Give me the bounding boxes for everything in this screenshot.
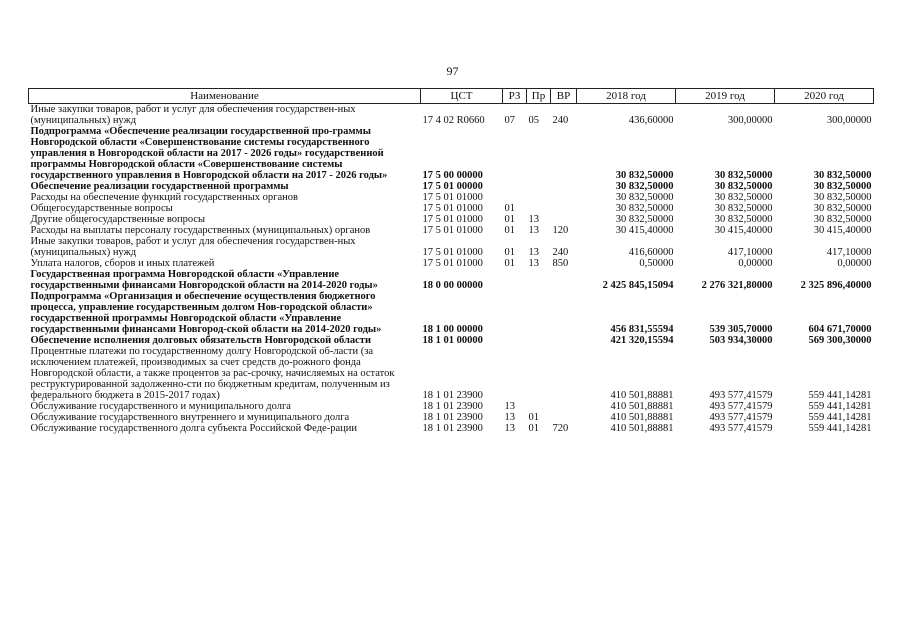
cell-amount-2018: 416,60000 xyxy=(628,247,674,258)
cell-amount-2020: 30 832,50000 xyxy=(813,214,872,225)
cell-cst: 18 1 01 23900 xyxy=(422,423,483,434)
cell-amount-2020: 30 832,50000 xyxy=(813,170,872,181)
cell-name: Общегосударственные вопросы xyxy=(30,203,173,214)
column-header-2018: 2018 год xyxy=(577,89,676,104)
cell-amount-2020: 2 325 896,40000 xyxy=(800,280,872,291)
table-row xyxy=(29,269,874,291)
cell-amount-2020: 30 832,50000 xyxy=(813,181,872,192)
cell-vr xyxy=(551,401,577,412)
cell-amount-2020: 0,00000 xyxy=(837,258,872,269)
cell-pr xyxy=(527,192,551,203)
cell-rz xyxy=(503,269,527,291)
cell-vr xyxy=(551,412,577,423)
cell-cst: 17 5 01 01000 xyxy=(422,225,483,236)
cell-amount-2019: 493 577,41579 xyxy=(709,412,773,423)
cell-cst: 18 1 01 23900 xyxy=(422,412,483,423)
cell-cst: 17 5 01 01000 xyxy=(422,192,483,203)
cell-amount-2020: 559 441,14281 xyxy=(808,390,872,401)
cell-amount-2020: 417,10000 xyxy=(826,247,872,258)
cell-name: Государственная программа Новгородской области «Управление государственными финансами Новгородской области на 2014-2020 годы» xyxy=(30,269,378,291)
cell-name: Обеспечение исполнения долговых обязательств Новгородской области xyxy=(30,335,371,346)
cell-name: Иные закупки товаров, работ и услуг для обеспечения государствен-ных (муниципальных) нужд xyxy=(30,236,356,258)
cell-pr: 01 xyxy=(528,423,539,434)
table-row xyxy=(29,236,874,258)
cell-amount-2020: 559 441,14281 xyxy=(808,423,872,434)
cell-amount-2020: 604 671,70000 xyxy=(808,324,872,335)
cell-vr xyxy=(551,126,577,181)
table-row xyxy=(29,214,874,225)
cell-rz xyxy=(503,192,527,203)
cell-vr xyxy=(551,203,577,214)
column-header-2020: 2020 год xyxy=(775,89,874,104)
cell-amount-2019: 503 934,30000 xyxy=(709,335,773,346)
cell-amount-2018: 30 832,50000 xyxy=(615,181,674,192)
cell-rz: 01 xyxy=(504,225,515,236)
cell-vr: 850 xyxy=(552,258,569,269)
column-header-vr: ВР xyxy=(551,89,577,104)
cell-vr: 240 xyxy=(552,115,569,126)
table-row xyxy=(29,104,874,127)
cell-vr xyxy=(551,269,577,291)
cell-amount-2018: 410 501,88881 xyxy=(610,401,674,412)
column-header-2019: 2019 год xyxy=(676,89,775,104)
cell-rz: 13 xyxy=(504,401,515,412)
cell-amount-2019: 2 276 321,80000 xyxy=(701,280,773,291)
cell-amount-2019: 417,10000 xyxy=(727,247,773,258)
cell-amount-2019: 493 577,41579 xyxy=(709,401,773,412)
cell-pr: 01 xyxy=(528,412,539,423)
cell-name: Иные закупки товаров, работ и услуг для обеспечения государствен-ных (муниципальных) нужд xyxy=(30,104,356,126)
cell-amount-2018: 30 832,50000 xyxy=(615,203,674,214)
cell-pr xyxy=(527,269,551,291)
cell-rz: 01 xyxy=(504,214,515,225)
column-header-cst: ЦСТ xyxy=(421,89,503,104)
cell-vr xyxy=(551,214,577,225)
cell-rz: 01 xyxy=(504,247,515,258)
cell-amount-2020: 559 441,14281 xyxy=(808,401,872,412)
cell-name: Процентные платежи по государственному долгу Новгородской об-ласти (за исключением платежей, производимых за счет средств до-рожного фонда Новгородской области, а также процентов за рас-срочку, начисляемых на остаток реструктурированной задолженно-сти по бюджетным кредитам, полученным из федерального бюджета в 2015-2017 годах) xyxy=(30,346,395,401)
table-row xyxy=(29,126,874,181)
cell-amount-2019: 300,00000 xyxy=(727,115,773,126)
cell-amount-2019: 30 832,50000 xyxy=(714,181,773,192)
cell-pr: 13 xyxy=(528,258,539,269)
cell-rz xyxy=(503,181,527,192)
cell-amount-2018: 456 831,55594 xyxy=(610,324,674,335)
cell-name: Расходы на обеспечение функций государственных органов xyxy=(30,192,298,203)
cell-amount-2020: 30 832,50000 xyxy=(813,203,872,214)
cell-vr: 120 xyxy=(552,225,569,236)
cell-amount-2018: 30 832,50000 xyxy=(615,192,674,203)
cell-cst: 17 4 02 R0660 xyxy=(422,115,485,126)
cell-amount-2020: 30 415,40000 xyxy=(813,225,872,236)
cell-amount-2020: 559 441,14281 xyxy=(808,412,872,423)
cell-vr: 240 xyxy=(552,247,569,258)
cell-vr: 720 xyxy=(552,423,569,434)
table-header-row xyxy=(29,89,874,104)
table-row xyxy=(29,203,874,214)
cell-cst: 17 5 01 01000 xyxy=(422,203,483,214)
cell-pr xyxy=(527,335,551,346)
cell-cst: 18 1 00 00000 xyxy=(422,324,483,335)
table-row xyxy=(29,401,874,412)
cell-name: Обеспечение реализации государственной программы xyxy=(30,181,289,192)
cell-pr xyxy=(527,346,551,401)
cell-pr xyxy=(527,203,551,214)
table-row xyxy=(29,346,874,401)
table-row xyxy=(29,335,874,346)
cell-pr: 13 xyxy=(528,214,539,225)
cell-pr xyxy=(527,401,551,412)
table-row xyxy=(29,423,874,434)
budget-table xyxy=(28,88,874,434)
cell-amount-2019: 30 832,50000 xyxy=(714,192,773,203)
cell-vr xyxy=(551,181,577,192)
cell-cst: 18 1 01 00000 xyxy=(422,335,483,346)
cell-amount-2019: 30 832,50000 xyxy=(714,203,773,214)
cell-pr xyxy=(527,126,551,181)
cell-amount-2020: 300,00000 xyxy=(826,115,872,126)
cell-amount-2019: 30 415,40000 xyxy=(714,225,773,236)
table-row xyxy=(29,291,874,335)
cell-rz: 01 xyxy=(504,258,515,269)
cell-amount-2018: 30 832,50000 xyxy=(615,214,674,225)
cell-amount-2019: 30 832,50000 xyxy=(714,214,773,225)
cell-cst: 18 0 00 00000 xyxy=(422,280,483,291)
cell-rz xyxy=(503,291,527,335)
cell-name: Уплата налогов, сборов и иных платежей xyxy=(30,258,215,269)
cell-amount-2019: 493 577,41579 xyxy=(709,423,773,434)
table-row xyxy=(29,258,874,269)
cell-vr xyxy=(551,291,577,335)
cell-cst: 18 1 01 23900 xyxy=(422,401,483,412)
column-header-name: Наименование xyxy=(29,89,421,104)
cell-pr xyxy=(527,291,551,335)
page-number: 97 xyxy=(446,64,459,78)
cell-amount-2018: 410 501,88881 xyxy=(610,390,674,401)
cell-pr: 13 xyxy=(528,225,539,236)
cell-name: Другие общегосударственные вопросы xyxy=(30,214,206,225)
cell-amount-2018: 0,50000 xyxy=(639,258,674,269)
cell-amount-2019: 539 305,70000 xyxy=(709,324,773,335)
cell-amount-2020: 569 300,30000 xyxy=(808,335,872,346)
cell-cst: 17 5 01 01000 xyxy=(422,258,483,269)
column-header-pr: Пр xyxy=(527,89,551,104)
cell-name: Обслуживание государственного внутреннего и муниципального долга xyxy=(30,412,350,423)
cell-pr: 05 xyxy=(528,115,539,126)
cell-amount-2019: 30 832,50000 xyxy=(714,170,773,181)
cell-name: Расходы на выплаты персоналу государственных (муниципальных) органов xyxy=(30,225,371,236)
cell-cst: 18 1 01 23900 xyxy=(422,390,483,401)
cell-name: Подпрограмма «Обеспечение реализации государственной про-граммы Новгородской области «Совершенствование системы государственного управления в Новгородской области на 2017 - 2026 годы» государственной программы Новгородской области «Совершенствование системы государственного управления в Новгородской области на 2017 - 2026 годы» xyxy=(30,126,388,181)
cell-vr xyxy=(551,346,577,401)
table-row xyxy=(29,225,874,236)
cell-name: Обслуживание государственного долга субъекта Российской Феде-рации xyxy=(30,423,357,434)
cell-vr xyxy=(551,335,577,346)
cell-name: Обслуживание государственного и муниципального долга xyxy=(30,401,291,412)
cell-amount-2019: 0,00000 xyxy=(738,258,773,269)
cell-name: Подпрограмма «Организация и обеспечение осуществления бюджетного процесса, управление государственным долгом Нов-городской области» государственной программы Новгородской области «Управление государственными финансами Новгород-ской области на 2014-2020 годы» xyxy=(30,291,382,335)
cell-rz xyxy=(503,126,527,181)
column-header-rz: РЗ xyxy=(503,89,527,104)
cell-cst: 17 5 01 01000 xyxy=(422,214,483,225)
cell-rz xyxy=(503,346,527,401)
cell-amount-2018: 2 425 845,15094 xyxy=(602,280,674,291)
cell-rz xyxy=(503,335,527,346)
cell-cst: 17 5 00 00000 xyxy=(422,170,483,181)
table-row xyxy=(29,192,874,203)
table-row xyxy=(29,181,874,192)
cell-vr xyxy=(551,192,577,203)
cell-pr: 13 xyxy=(528,247,539,258)
cell-amount-2018: 410 501,88881 xyxy=(610,423,674,434)
cell-rz: 01 xyxy=(504,203,515,214)
table-body xyxy=(29,104,874,435)
cell-amount-2018: 421 320,15594 xyxy=(610,335,674,346)
cell-cst: 17 5 01 01000 xyxy=(422,247,483,258)
cell-amount-2020: 30 832,50000 xyxy=(813,192,872,203)
cell-amount-2018: 30 415,40000 xyxy=(615,225,674,236)
table-row xyxy=(29,412,874,423)
cell-rz: 13 xyxy=(504,412,515,423)
cell-rz: 07 xyxy=(504,115,515,126)
cell-amount-2018: 30 832,50000 xyxy=(615,170,674,181)
cell-rz: 13 xyxy=(504,423,515,434)
cell-amount-2018: 410 501,88881 xyxy=(610,412,674,423)
cell-cst: 17 5 01 00000 xyxy=(422,181,483,192)
cell-pr xyxy=(527,181,551,192)
cell-amount-2018: 436,60000 xyxy=(628,115,674,126)
cell-amount-2019: 493 577,41579 xyxy=(709,390,773,401)
